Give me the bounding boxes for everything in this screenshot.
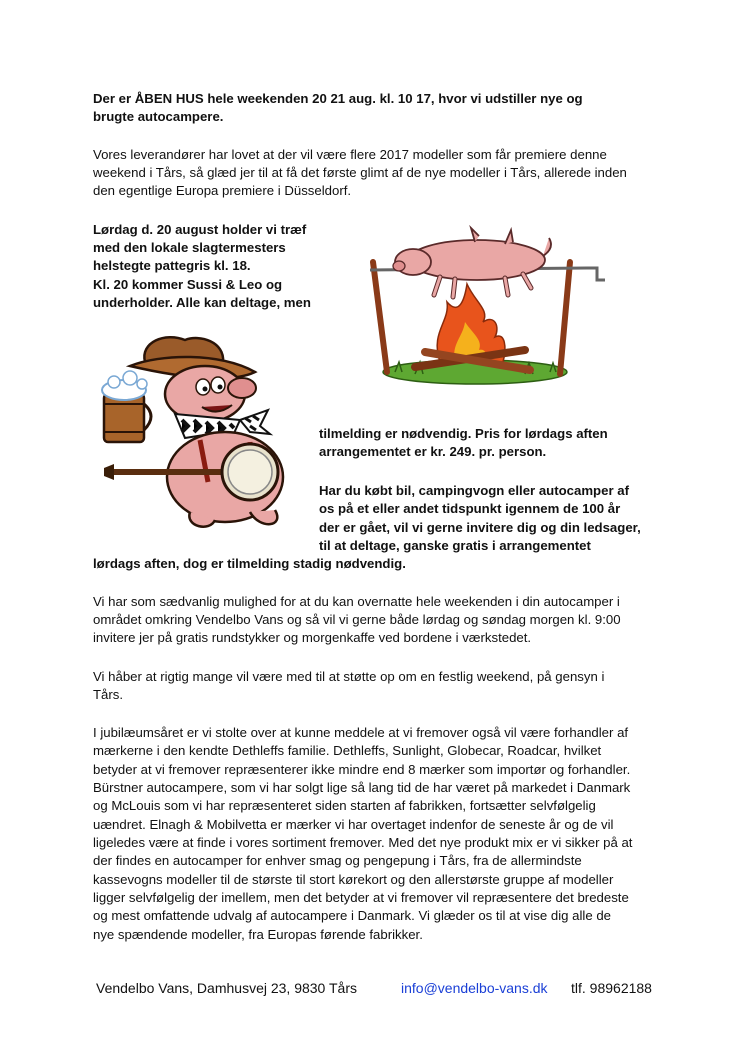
buyers-line-1: Har du købt bil, campingvogn eller autocamper af	[319, 483, 629, 498]
footer-phone: tlf. 98962188	[571, 980, 652, 996]
intro-line-2: brugte autocampere.	[93, 109, 224, 124]
event-line-2: med den lokale slagtermesters	[93, 240, 286, 255]
jubilee-line-1: I jubilæumsåret er vi stolte over at kunne meddele at vi fremover også vil være forhandler af	[93, 725, 629, 740]
jubilee-line-2: mærkerne i den kendte Dethleffs familie. Dethleffs, Sunlight, Globecar, Roadcar, hvilket	[93, 743, 602, 758]
price-line-1: tilmelding er nødvendig. Pris for lørdags aften	[319, 426, 608, 441]
event-line-1: Lørdag d. 20 august holder vi træf	[93, 222, 307, 237]
jubilee-line-9: kassevogns modeller til de største til stort kørekort og den allerstørste gruppe af modeller	[93, 872, 614, 887]
jubilee-line-5: og McLouis som vi har repræsenteret siden starten af fabrikken, fortsætter selvfølgelig	[93, 798, 596, 813]
suppliers-line-1: Vores leverandører har lovet at der vil være flere 2017 modeller som får premiere denne	[93, 147, 607, 162]
hope-line-2: Tårs.	[93, 687, 124, 702]
event-line-5: underholder. Alle kan deltage, men	[93, 295, 311, 310]
suppliers-line-2: weekend i Tårs, så glæd jer til at få det første glimt af de nye modeller i Tårs, allerede inden	[93, 165, 627, 180]
buyers-line-3: der er gået, vil vi gerne invitere dig og din ledsager,	[319, 520, 641, 535]
overnight-line-1: Vi har som sædvanlig mulighed for at du kan overnatte hele weekenden i din autocamper i	[93, 594, 620, 609]
buyers-line-2: os på et eller andet tidspunkt igennem de 100 år	[319, 501, 621, 516]
footer-email-link[interactable]: info@vendelbo-vans.dk	[401, 980, 548, 996]
jubilee-line-11: og mest omfattende udvalg af autocampere i Danmark. Vi glæder os til at vise dig alle de	[93, 908, 612, 923]
jubilee-line-10: ligger selvfølgelig der imellem, men det betyder at vi fremover vil repræsentere det bredeste	[93, 890, 629, 905]
jubilee-line-3: betyder at vi fremover repræsenterer ikke mindre end 8 mærker som importør og forhandler.	[93, 762, 631, 777]
overnight-line-3: invitere jer på gratis rundstykker og morgenkaffe ved bordene i værkstedet.	[93, 630, 532, 645]
jubilee-line-7: ligeledes være at finde i vores sortiment fremover. Med det nye produkt mix er vi sikker på at	[93, 835, 633, 850]
footer-address: Vendelbo Vans, Damhusvej 23, 9830 Tårs	[96, 980, 357, 996]
pig-banjo-illustration	[90, 332, 312, 537]
buyers-line-4: til at deltage, ganske gratis i arrangementet	[319, 538, 591, 553]
jubilee-line-6: uændret. Elnagh & Mobilvetta er mærker vi har overtaget indenfor de seneste år og de vil	[93, 817, 614, 832]
price-line-2: arrangementet er kr. 249. pr. person.	[319, 444, 547, 459]
suppliers-line-3: den egentlige Europa premiere i Düsseldorf.	[93, 183, 352, 198]
buyers-line-5: lørdags aften, dog er tilmelding stadig nødvendig.	[93, 556, 406, 571]
jubilee-line-8: der findes en autocamper for enhver smag og pengepung i Tårs, fra de allermindste	[93, 853, 582, 868]
jubilee-line-12: nye spændende modeller, fra Europas førende fabrikker.	[93, 927, 423, 942]
event-line-4: Kl. 20 kommer Sussi & Leo og	[93, 277, 283, 292]
roasting-pig-illustration	[355, 222, 615, 392]
intro-line-1: Der er ÅBEN HUS hele weekenden 20 21 aug. kl. 10 17, hvor vi udstiller nye og	[93, 91, 583, 106]
hope-line-1: Vi håber at rigtig mange vil være med til at støtte op om en festlig weekend, på gensyn i	[93, 669, 605, 684]
jubilee-line-4: Bürstner autocampere, som vi har solgt lige så lang tid de har været på markedet i Danmark	[93, 780, 631, 795]
overnight-line-2: området omkring Vendelbo Vans og så vil vi gerne både lørdag og søndag morgen kl. 9:00	[93, 612, 621, 627]
event-line-3: helstegte pattegris kl. 18.	[93, 258, 251, 273]
